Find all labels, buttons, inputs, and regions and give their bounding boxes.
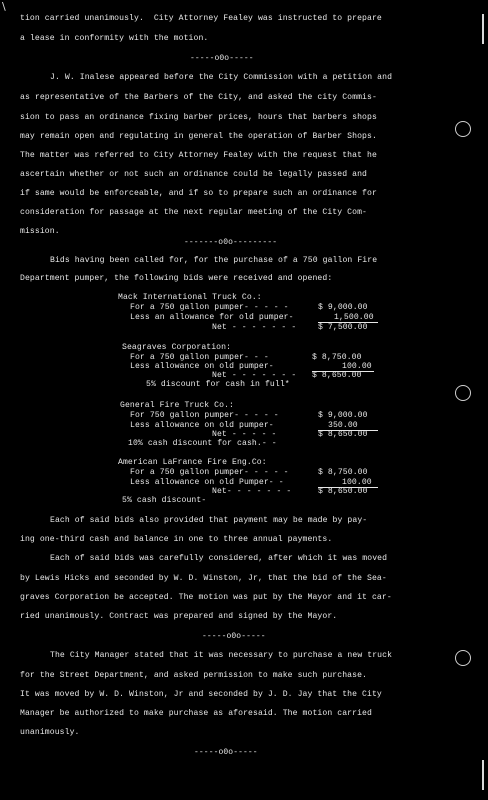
text-line: for the Street Department, and asked permission to make such purchase.	[20, 671, 367, 680]
right-border-mark	[482, 14, 484, 44]
separator: -------o0o---------	[184, 238, 278, 247]
separator: -----o0o-----	[194, 748, 258, 757]
bid-line-label: Less an allowance for old pumper-	[130, 313, 294, 322]
bid-line-amount: $ 8,650.00	[318, 430, 368, 439]
text-line: ascertain whether or not such an ordinance could be legally passed and	[20, 170, 367, 179]
separator: -----o0o-----	[202, 632, 266, 641]
bid-line-amount: 100.00	[342, 362, 372, 371]
bid-line-label: For a 750 gallon pumper- - -	[130, 353, 269, 362]
text-line: by Lewis Hicks and seconded by W. D. Winston, Jr, that the bid of the Sea-	[20, 574, 387, 583]
bid-note: 5% discount for cash in full*	[146, 380, 290, 389]
text-line: Each of said bids also provided that payment may be made by pay-	[50, 516, 368, 525]
bid-line-label: For a 750 gallon pumper- - - - -	[130, 303, 289, 312]
text-line: as representative of the Barbers of the City, and asked the city Commis-	[20, 93, 377, 102]
right-border-mark	[482, 760, 484, 790]
separator: -----o0o-----	[190, 54, 254, 63]
bid-line-amount: $ 9,000.00	[318, 303, 368, 312]
bid-line-amount: $ 7,500.00	[318, 323, 368, 332]
text-line: ried unanimously. Contract was prepared and signed by the Mayor.	[20, 612, 338, 621]
text-line: Manager be authorized to make purchase as aforesaid. The motion carried	[20, 709, 372, 718]
text-line: unanimously.	[20, 728, 80, 737]
punch-hole-icon	[455, 385, 471, 401]
corner-mark: \	[2, 0, 6, 13]
text-line: J. W. Inalese appeared before the City Commission with a petition and	[50, 73, 393, 82]
bid-line-amount: 100.00	[342, 478, 372, 487]
bid-line-amount: $ 8,650.00	[318, 487, 368, 496]
punch-hole-icon	[455, 650, 471, 666]
text-line: tion carried unanimously. City Attorney Fealey was instructed to prepare	[20, 14, 382, 23]
text-line: Bids having been called for, for the purchase of a 750 gallon Fire	[50, 256, 378, 265]
bid-line-label: Less allowance on old Pumper- -	[130, 478, 284, 487]
bid-line-label: Net - - - - - - -	[212, 371, 297, 380]
punch-hole-icon	[455, 121, 471, 137]
text-line: consideration for passage at the next regular meeting of the City Com-	[20, 208, 367, 217]
bid-note: 5% cash discount-	[122, 496, 207, 505]
text-line: a lease in conformity with the motion.	[20, 34, 209, 43]
bid-line-label: Less allowance on old pumper-	[130, 362, 274, 371]
bid-name: American LaFrance Fire Eng.Co:	[118, 458, 267, 467]
text-line: It was moved by W. D. Winston, Jr and seconded by J. D. Jay that the City	[20, 690, 382, 699]
bid-line-amount: 1,500.00	[334, 313, 374, 322]
text-line: sion to pass an ordinance fixing barber prices, hours that barbers shops	[20, 113, 377, 122]
bid-line-label: Less allowance on old pumper-	[130, 421, 274, 430]
bid-name: General Fire Truck Co.:	[120, 401, 235, 410]
text-line: mission.	[20, 227, 60, 236]
bid-line-amount: 350.00	[328, 421, 358, 430]
bid-name: Mack International Truck Co.:	[118, 293, 262, 302]
bid-line-label: Net- - - - - - -	[212, 487, 292, 496]
text-line: The City Manager stated that it was necessary to purchase a new truck	[50, 651, 393, 660]
bid-line-amount: $ 8,650.00	[312, 371, 362, 380]
bid-line-label: For 750 gallon pumper- - - - -	[130, 411, 279, 420]
bid-note: 10% cash discount for cash.- -	[128, 439, 277, 448]
bid-line-label: Net - - - - - - -	[212, 323, 297, 332]
bid-name: Seagraves Corporation:	[122, 343, 232, 352]
text-line: may remain open and regulating in general the operation of Barber Shops.	[20, 132, 377, 141]
bid-line-amount: $ 8,750.00	[318, 468, 368, 477]
text-line: Department pumper, the following bids were received and opened:	[20, 274, 333, 283]
text-line: The matter was referred to City Attorney Fealey with the request that he	[20, 151, 377, 160]
text-line: Each of said bids was carefully considered, after which it was moved	[50, 554, 388, 563]
bid-line-amount: $ 9,000.00	[318, 411, 368, 420]
text-line: if same would be enforceable, and if so to prepare such an ordinance for	[20, 189, 377, 198]
text-line: graves Corporation be accepted. The motion was put by the Mayor and it car-	[20, 593, 392, 602]
bid-line-label: For a 750 gallon pumper- - - - -	[130, 468, 289, 477]
text-line: ing one-third cash and balance in one to three annual payments.	[20, 535, 333, 544]
bid-line-amount: $ 8,750.00	[312, 353, 362, 362]
bid-line-label: Net - - - - -	[212, 430, 277, 439]
